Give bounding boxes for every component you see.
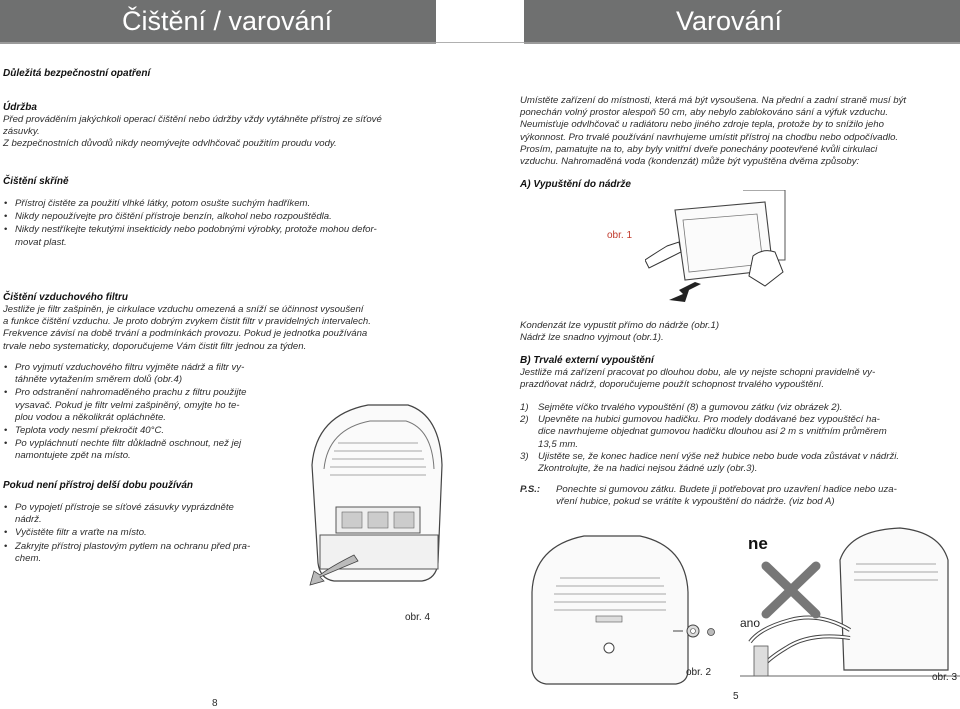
maintenance-line: zásuvky. [3,126,40,138]
list-item [3,541,293,565]
filter-section [3,292,433,353]
intro-line: vzduchu. Nahromaděná voda (kondenzát) může být vypuštěna dvěma způsoby: [520,156,860,168]
filter-line: trvale nebo systematicky, doporučujeme Vám čistit filtr jednou za týden. [3,340,307,352]
fig4-caption: obr. 4 [405,612,431,623]
list-item-line: namontujete zpět na místo. [15,450,131,462]
tank-removal-illustration [645,190,790,305]
left-page-title: Čištění / varování [122,6,333,36]
list-item-line: Po vypojetí přístroje se síťové zásuvky vyprázdněte [15,502,234,513]
step-line: 13,5 mm. [538,438,578,450]
ps-note [520,484,956,508]
step-item [520,402,956,414]
drain-line: prazdňovat nádrž, doporučujeme použít schopnost trvalého vypouštění. [520,379,824,391]
filter-line: Frekvence závisí na době trvání a podmínkách provozu. Pokud je jednotka používána [3,328,368,340]
list-item-line: nádrž. [15,514,42,526]
list-item-line: movat plast. [15,236,67,248]
tank-line: Kondenzát lze vypustit přímo do nádrže (obr.1) [520,320,720,331]
list-item-line: plou vodou a několikrát opláchněte. [15,411,166,423]
left-page-number: 8 [212,698,218,709]
steps-list [520,402,956,475]
list-item-line: chem. [15,552,42,564]
step-number: 3) [520,450,529,462]
list-item-line: táhněte vytažením směrem dolů (obr.4) [15,374,183,386]
filter-line: a funkce čištění vzduchu. Je proto dobrým zvykem čistit filtr v pravidelných intervalech. [3,316,371,328]
list-item: • Nikdy nepoužívejte pro čištění přístroje benzín, alkohol nebo rozpouštědla. [3,211,433,223]
list-item-line: Zakryjte přístroj plastovým pytlem na ochranu před pra- [15,540,251,552]
unused-heading: Pokud není přístroj delší dobu používán [3,480,194,491]
intro-line: Neumisťuje odvlhčovač u radiátoru nebo jiného zdroje tepla, protože by to snížilo jeho [520,119,884,131]
placement-intro [520,95,956,168]
safety-heading: Důležitá bezpečnostní opatření [3,68,151,79]
right-page-number: 5 [733,691,739,702]
drain-line: Jestliže má zařízení pracovat po dlouhou dobu, ale vy nejste schopni pravidelně vy- [520,367,876,378]
step-line: Ujistěte se, že konec hadice není výše než hubice nebo bude voda zůstávat v nádrži. [538,450,900,462]
drain-hose-illustration [520,520,960,688]
step-item [520,451,956,475]
dehumidifier-filter-illustration [290,395,460,595]
fig3-caption: obr. 3 [932,672,958,683]
fig2-caption: obr. 2 [686,667,712,678]
list-item-line: Pro vyjmutí vzduchového filtru vyjměte nádrž a filtr vy- [15,362,245,373]
maintenance-line: Před prováděním jakýchkoli operací čištění nebo údržby vždy vytáhněte přístroj ze síťové [3,114,382,125]
maintenance-line: Z bezpečnostních důvodů nikdy neomývejte odvlhčovač použitím proudu vody. [3,138,337,150]
left-header-underline [0,42,436,44]
list-item [3,387,293,424]
step-number: 1) [520,402,529,413]
filter-line: Jestliže je filtr zašpiněn, je cirkulace vzduchu omezená a sníží se účinnost vysoušení [3,304,364,315]
filter-heading: Čištění vzduchového filtru [3,292,129,303]
header-gap-rule [436,42,524,43]
maintenance-section [3,102,433,151]
section-a-heading: A) Vypuštění do nádrže [520,179,631,190]
step-line: dice navrhujeme objednat gumovou hadičku dlouhou asi 2 m s vnitřním průměrem [538,426,887,438]
cabinet-bullets [3,198,433,249]
list-item: • Vyčistěte filtr a vraťte na místo. [3,527,293,539]
section-b-heading: B) Trvalé externí vypouštění [520,355,654,366]
ano-label: ano [740,616,761,630]
list-item-line: Pro odstranění nahromaděného prachu z filtru použijte [15,387,247,399]
tank-line: Nádrž lze snadno vyjmout (obr.1). [520,332,664,344]
intro-line: ponechán volný prostor alespoň 50 cm, aby nebylo zablokováno sání a výfuk vzduchu. [520,107,888,119]
drain-text [520,367,956,391]
list-item-line: Nikdy nestříkejte tekutými insekticidy nebo podobnými výrobky, protože mohou defor- [15,224,377,236]
list-item-line: vysavač. Pokud je filtr velmi zašpiněný, omyjte ho te- [15,399,240,411]
maintenance-heading: Údržba [3,102,37,113]
step-number: 2) [520,414,529,426]
cabinet-heading: Čištění skříně [3,176,69,187]
list-item: • Přístroj čistěte za použití vlhké látky, potom osušte suchým hadříkem. [3,198,433,210]
right-page-title: Varování [675,6,782,36]
right-header-bar [524,0,960,42]
ps-line: vření hubice, pokud se vrátíte k vypouštění do nádrže. (viz bod A) [556,496,835,508]
unused-bullets [3,502,293,566]
step-line: Zkontrolujte, že na hadici nejsou žádné uzly (obr.3). [538,463,758,475]
intro-line: Umístěte zařízení do místnosti, která má být vysoušena. Na přední a zadní straně musí být [520,95,907,106]
step-item [520,414,956,451]
ne-label: ne [748,534,768,553]
ps-line: Ponechte si gumovou zátku. Budete ji potřebovat pro uzavření hadice nebo uza- [556,484,897,495]
list-item [3,224,433,248]
list-item-line: Po vypláchnutí nechte filtr důkladně oschnout, než jej [15,438,242,450]
step-line: Sejměte víčko trvalého vypouštění (8) a gumovou zátku (viz obrázek 2). [538,402,843,413]
list-item [3,502,293,526]
list-item: • Teplota vody nesmí překročit 40°C. [3,425,293,437]
intro-line: výkonnost. Pro trvalé používání navrhujeme umístit přístroj na chodbu nebo odpočívadlo. [520,131,899,143]
left-header-bar [0,0,436,42]
ps-label: P.S.: [520,484,541,495]
filter-bullets [3,362,293,464]
list-item [3,362,293,386]
tank-text [520,320,956,344]
intro-line: Prosím, pamatujte na to, aby byly vnitřní dveře ponechány pootevřené kvůli cirkulaci [520,143,878,155]
fig1-caption: obr. 1 [607,230,633,241]
step-line: Upevněte na hubici gumovou hadičku. Pro modely dodávané bez vypouštěcí ha- [538,414,880,426]
right-header-underline [524,42,960,44]
list-item [3,438,293,462]
